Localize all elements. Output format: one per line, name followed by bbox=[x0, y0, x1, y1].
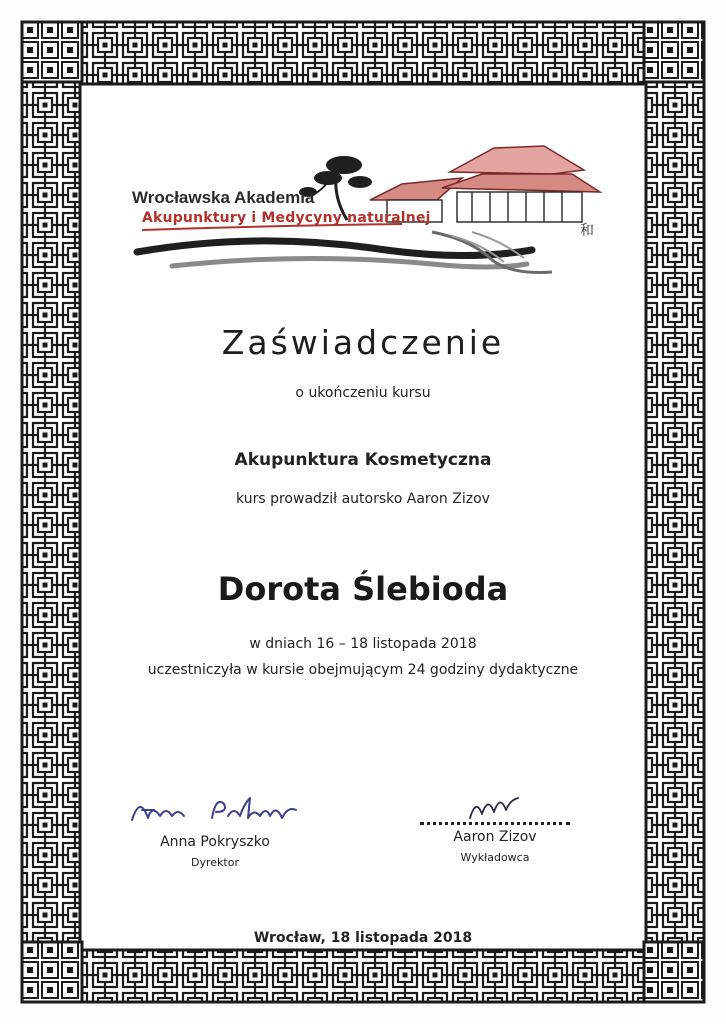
signature-block-lecturer bbox=[410, 790, 580, 864]
course-name: Akupunktura Kosmetyczna bbox=[234, 450, 492, 470]
certificate-title: Zaświadczenie bbox=[221, 323, 505, 362]
lecturer-name: Aaron Zizov bbox=[453, 829, 537, 845]
kanji-mark-icon: 和 bbox=[580, 223, 594, 239]
signature-line bbox=[420, 822, 570, 825]
signature-block-director bbox=[120, 790, 310, 869]
academy-logo bbox=[132, 140, 612, 285]
course-hours: uczestniczyła w kursie obejmującym 24 godziny dydaktyczne bbox=[147, 662, 579, 678]
handwritten-signature bbox=[410, 790, 580, 822]
recipient-name: Dorota Ślebioda bbox=[217, 570, 509, 608]
course-dates: w dniach 16 – 18 listopada 2018 bbox=[249, 636, 477, 652]
academy-name-line2: Akupunktury i Medycyny naturalnej bbox=[142, 210, 431, 226]
director-role: Dyrektor bbox=[191, 856, 239, 869]
lecturer-role: Wykładowca bbox=[460, 851, 530, 864]
certificate-subtitle: o ukończeniu kursu bbox=[295, 385, 431, 401]
place-and-date: Wrocław, 18 listopada 2018 bbox=[253, 930, 473, 946]
course-author: kurs prowadził autorsko Aaron Zizov bbox=[236, 491, 490, 507]
academy-name-line1: Wrocławska Akademia bbox=[132, 188, 315, 207]
handwritten-signature bbox=[120, 790, 310, 830]
director-name: Anna Pokryszko bbox=[160, 834, 270, 850]
